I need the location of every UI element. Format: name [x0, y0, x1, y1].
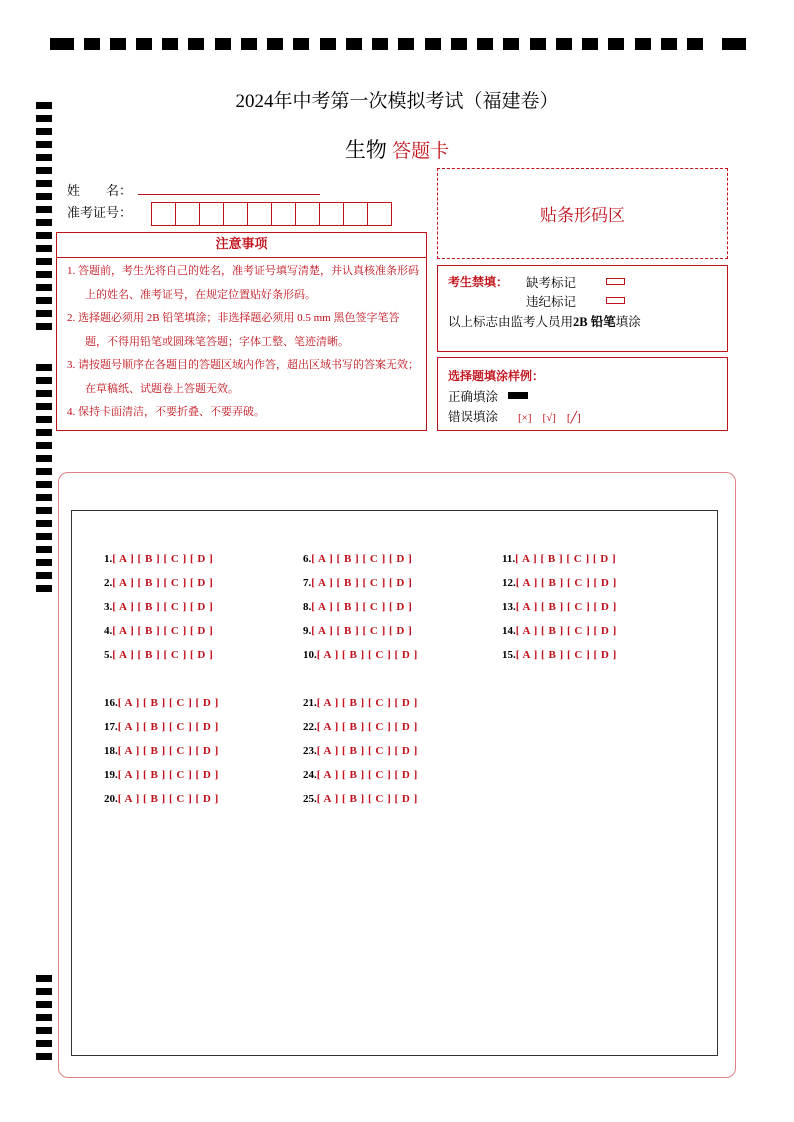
timing-mark: [36, 975, 52, 982]
answer-options[interactable]: [ A ] [ B ] [ C ] [ D ]: [515, 553, 616, 565]
timing-mark: [477, 38, 493, 50]
timing-mark: [661, 38, 677, 50]
id-digit-cell[interactable]: [271, 202, 296, 226]
question-number: 21.: [303, 697, 317, 709]
question-number: 18.: [104, 745, 118, 757]
id-digit-cell[interactable]: [151, 202, 176, 226]
answer-options[interactable]: [ A ] [ B ] [ C ] [ D ]: [311, 625, 412, 637]
question-number: 15.: [502, 649, 516, 661]
timing-mark: [36, 507, 52, 514]
question-number: 9.: [303, 625, 312, 637]
timing-mark: [36, 377, 52, 384]
timing-mark: [188, 38, 204, 50]
question-row[interactable]: [303, 721, 417, 733]
answer-options[interactable]: [ A ] [ B ] [ C ] [ D ]: [311, 577, 412, 589]
timing-mark: [36, 297, 52, 304]
correct-fill-label: 正确填涂: [448, 390, 499, 404]
timing-mark: [635, 38, 651, 50]
wrong-fill-marks: [×] [√] [╱]: [518, 412, 581, 424]
timing-mark: [215, 38, 231, 50]
examiner-note-pencil: 2B 铅笔: [573, 315, 616, 329]
question-number: 1.: [104, 553, 113, 565]
violation-label: 违纪标记: [526, 295, 577, 309]
timing-mark: [36, 572, 52, 579]
question-row[interactable]: [502, 649, 616, 661]
fill-sample-box: [437, 357, 728, 431]
question-row[interactable]: [104, 601, 213, 613]
question-row[interactable]: [502, 625, 616, 637]
answer-options[interactable]: [ A ] [ B ] [ C ] [ D ]: [515, 649, 617, 661]
timing-mark: [36, 284, 52, 291]
timing-mark: [36, 1027, 52, 1034]
id-digit-cell[interactable]: [223, 202, 248, 226]
timing-mark: [425, 38, 441, 50]
timing-mark: [36, 546, 52, 553]
question-row[interactable]: [104, 577, 213, 589]
timing-mark: [36, 115, 52, 122]
exam-title: 2024年中考第一次模拟考试（福建卷）: [235, 91, 559, 112]
timing-mark: [36, 180, 52, 187]
answer-options[interactable]: [ A ] [ B ] [ C ] [ D ]: [117, 769, 219, 781]
timing-mark: [293, 38, 309, 50]
timing-mark: [36, 468, 52, 475]
timing-mark: [110, 38, 126, 50]
examiner-note-prefix: 以上标志由监考人员用: [448, 315, 574, 329]
timing-mark: [451, 38, 467, 50]
question-number: 17.: [104, 721, 118, 733]
answer-options[interactable]: [ A ] [ B ] [ C ] [ D ]: [112, 577, 213, 589]
question-row[interactable]: [303, 745, 417, 757]
notice-item: 4. 保持卡面清洁，不要折叠、不要弄破。: [67, 406, 265, 418]
choice-question-area: [71, 510, 718, 1056]
timing-mark: [36, 1053, 52, 1060]
id-digit-cell[interactable]: [247, 202, 272, 226]
answer-options[interactable]: [ A ] [ B ] [ C ] [ D ]: [112, 553, 213, 565]
subject-title: [0, 134, 794, 164]
answer-options[interactable]: [ A ] [ B ] [ C ] [ D ]: [515, 601, 617, 613]
question-row[interactable]: [104, 769, 218, 781]
timing-mark: [36, 232, 52, 239]
timing-mark: [36, 310, 52, 317]
subject-name: 生物: [344, 138, 387, 162]
question-number: 5.: [104, 649, 113, 661]
timing-mark: [582, 38, 598, 50]
question-row[interactable]: [104, 625, 213, 637]
timing-mark: [36, 442, 52, 449]
question-row[interactable]: [303, 697, 417, 709]
examiner-only-box: [437, 265, 728, 352]
timing-mark: [36, 455, 52, 462]
timing-mark: [162, 38, 178, 50]
id-digit-cell[interactable]: [295, 202, 320, 226]
id-digit-cell[interactable]: [319, 202, 344, 226]
question-number: 12.: [502, 577, 516, 589]
timing-mark: [36, 520, 52, 527]
question-row[interactable]: [104, 721, 218, 733]
examiner-note: [448, 312, 641, 330]
timing-mark: [687, 38, 703, 50]
question-number: 23.: [303, 745, 317, 757]
wrong-fill-label: 错误填涂: [448, 410, 499, 424]
question-row[interactable]: [303, 553, 412, 565]
timing-marks-top: [50, 38, 746, 50]
notice-title: 注意事项: [57, 233, 426, 258]
timing-mark: [36, 323, 52, 330]
absent-label: 缺考标记: [526, 276, 577, 290]
answer-options[interactable]: [ A ] [ B ] [ C ] [ D ]: [316, 721, 418, 733]
examiner-note-suffix: 填涂: [615, 315, 641, 329]
answer-options[interactable]: [ A ] [ B ] [ C ] [ D ]: [515, 625, 617, 637]
question-number: 4.: [104, 625, 113, 637]
question-row[interactable]: [303, 793, 417, 805]
timing-mark: [36, 271, 52, 278]
fill-sample-title: 选择题填涂样例：: [448, 369, 545, 383]
answer-options[interactable]: [ A ] [ B ] [ C ] [ D ]: [316, 697, 418, 709]
timing-mark: [503, 38, 519, 50]
answer-options[interactable]: [ A ] [ B ] [ C ] [ D ]: [311, 553, 412, 565]
answer-options[interactable]: [ A ] [ B ] [ C ] [ D ]: [117, 793, 219, 805]
question-row[interactable]: [104, 553, 213, 565]
violation-mark[interactable]: [606, 297, 625, 304]
name-field[interactable]: [138, 193, 320, 195]
id-number-grid[interactable]: [152, 202, 392, 226]
answer-options[interactable]: [ A ] [ B ] [ C ] [ D ]: [316, 649, 418, 661]
answer-options[interactable]: [ A ] [ B ] [ C ] [ D ]: [112, 625, 213, 637]
timing-mark: [36, 559, 52, 566]
timing-mark: [267, 38, 283, 50]
id-digit-cell[interactable]: [175, 202, 200, 226]
notice-item: 1. 答题前，考生先将自己的姓名，准考证号填写清楚，并认真核准条形码上的姓名、准考证号，在规定位置贴好条形码。: [67, 265, 419, 301]
question-row[interactable]: [303, 577, 412, 589]
id-digit-cell[interactable]: [343, 202, 368, 226]
question-row[interactable]: [502, 577, 616, 589]
barcode-area[interactable]: 贴条形码区: [437, 168, 728, 259]
answer-options[interactable]: [ A ] [ B ] [ C ] [ D ]: [515, 577, 617, 589]
timing-mark: [36, 1014, 52, 1021]
question-row[interactable]: [303, 625, 412, 637]
timing-mark: [36, 219, 52, 226]
id-digit-cell[interactable]: [367, 202, 392, 226]
timing-mark: [36, 481, 52, 488]
question-number: 13.: [502, 601, 516, 613]
timing-mark: [346, 38, 362, 50]
timing-mark: [50, 38, 74, 50]
timing-mark: [36, 416, 52, 423]
id-digit-cell[interactable]: [199, 202, 224, 226]
absent-mark[interactable]: [606, 278, 625, 285]
question-row[interactable]: [104, 793, 218, 805]
question-number: 10.: [303, 649, 317, 661]
answer-options[interactable]: [ A ] [ B ] [ C ] [ D ]: [316, 769, 418, 781]
timing-mark: [36, 988, 52, 995]
answer-options[interactable]: [ A ] [ B ] [ C ] [ D ]: [117, 745, 219, 757]
correct-fill-mark: [508, 392, 528, 399]
notice-item: 3. 请按题号顺序在各题目的答题区域内作答，超出区域书写的答案无效；在草稿纸、试题卷上答题无效。: [67, 359, 419, 395]
timing-mark: [372, 38, 388, 50]
question-row[interactable]: [303, 649, 417, 661]
name-label: 姓 名：: [67, 183, 133, 198]
question-number: 22.: [303, 721, 317, 733]
answer-options[interactable]: [ A ] [ B ] [ C ] [ D ]: [117, 721, 219, 733]
timing-mark: [36, 193, 52, 200]
question-number: 19.: [104, 769, 118, 781]
answer-options[interactable]: [ A ] [ B ] [ C ] [ D ]: [316, 745, 418, 757]
notice-box: [56, 232, 427, 431]
timing-mark: [36, 258, 52, 265]
timing-mark: [556, 38, 572, 50]
timing-mark: [84, 38, 100, 50]
question-row[interactable]: [104, 697, 218, 709]
timing-mark: [36, 429, 52, 436]
question-number: 20.: [104, 793, 118, 805]
timing-mark: [36, 167, 52, 174]
timing-mark: [36, 403, 52, 410]
question-number: 14.: [502, 625, 516, 637]
timing-mark: [36, 585, 52, 592]
notice-item: 2. 选择题必须用 2B 铅笔填涂；非选择题必须用 0.5 mm 黑色签字笔答题，不得用铅笔或圆珠笔答题；字体工整、笔迹清晰。: [67, 312, 400, 348]
question-row[interactable]: [303, 769, 417, 781]
timing-mark: [136, 38, 152, 50]
question-row[interactable]: [104, 745, 218, 757]
timing-mark: [530, 38, 546, 50]
question-row[interactable]: [502, 601, 616, 613]
question-row[interactable]: [502, 553, 616, 565]
timing-mark: [36, 364, 52, 371]
question-number: 16.: [104, 697, 118, 709]
examiner-only-title: 考生禁填：: [448, 275, 509, 289]
timing-mark: [36, 533, 52, 540]
answer-options[interactable]: [ A ] [ B ] [ C ] [ D ]: [316, 793, 418, 805]
timing-mark: [36, 390, 52, 397]
id-label: 准考证号：: [67, 205, 133, 220]
answer-options[interactable]: [ A ] [ B ] [ C ] [ D ]: [112, 601, 213, 613]
timing-mark: [722, 38, 746, 50]
question-number: 6.: [303, 553, 312, 565]
answer-options[interactable]: [ A ] [ B ] [ C ] [ D ]: [117, 697, 219, 709]
question-number: 2.: [104, 577, 113, 589]
question-number: 3.: [104, 601, 113, 613]
timing-mark: [36, 494, 52, 501]
question-number: 7.: [303, 577, 312, 589]
timing-mark: [241, 38, 257, 50]
question-number: 11.: [502, 553, 516, 565]
timing-mark: [36, 1040, 52, 1047]
question-number: 24.: [303, 769, 317, 781]
subject-suffix: 答题卡: [392, 141, 450, 162]
answer-options[interactable]: [ A ] [ B ] [ C ] [ D ]: [112, 649, 213, 661]
question-row[interactable]: [104, 649, 213, 661]
timing-mark: [36, 1001, 52, 1008]
question-number: 8.: [303, 601, 312, 613]
timing-mark: [36, 245, 52, 252]
answer-options[interactable]: [ A ] [ B ] [ C ] [ D ]: [311, 601, 412, 613]
timing-mark: [36, 206, 52, 213]
timing-mark: [398, 38, 414, 50]
question-number: 25.: [303, 793, 317, 805]
question-row[interactable]: [303, 601, 412, 613]
timing-mark: [320, 38, 336, 50]
timing-mark: [608, 38, 624, 50]
